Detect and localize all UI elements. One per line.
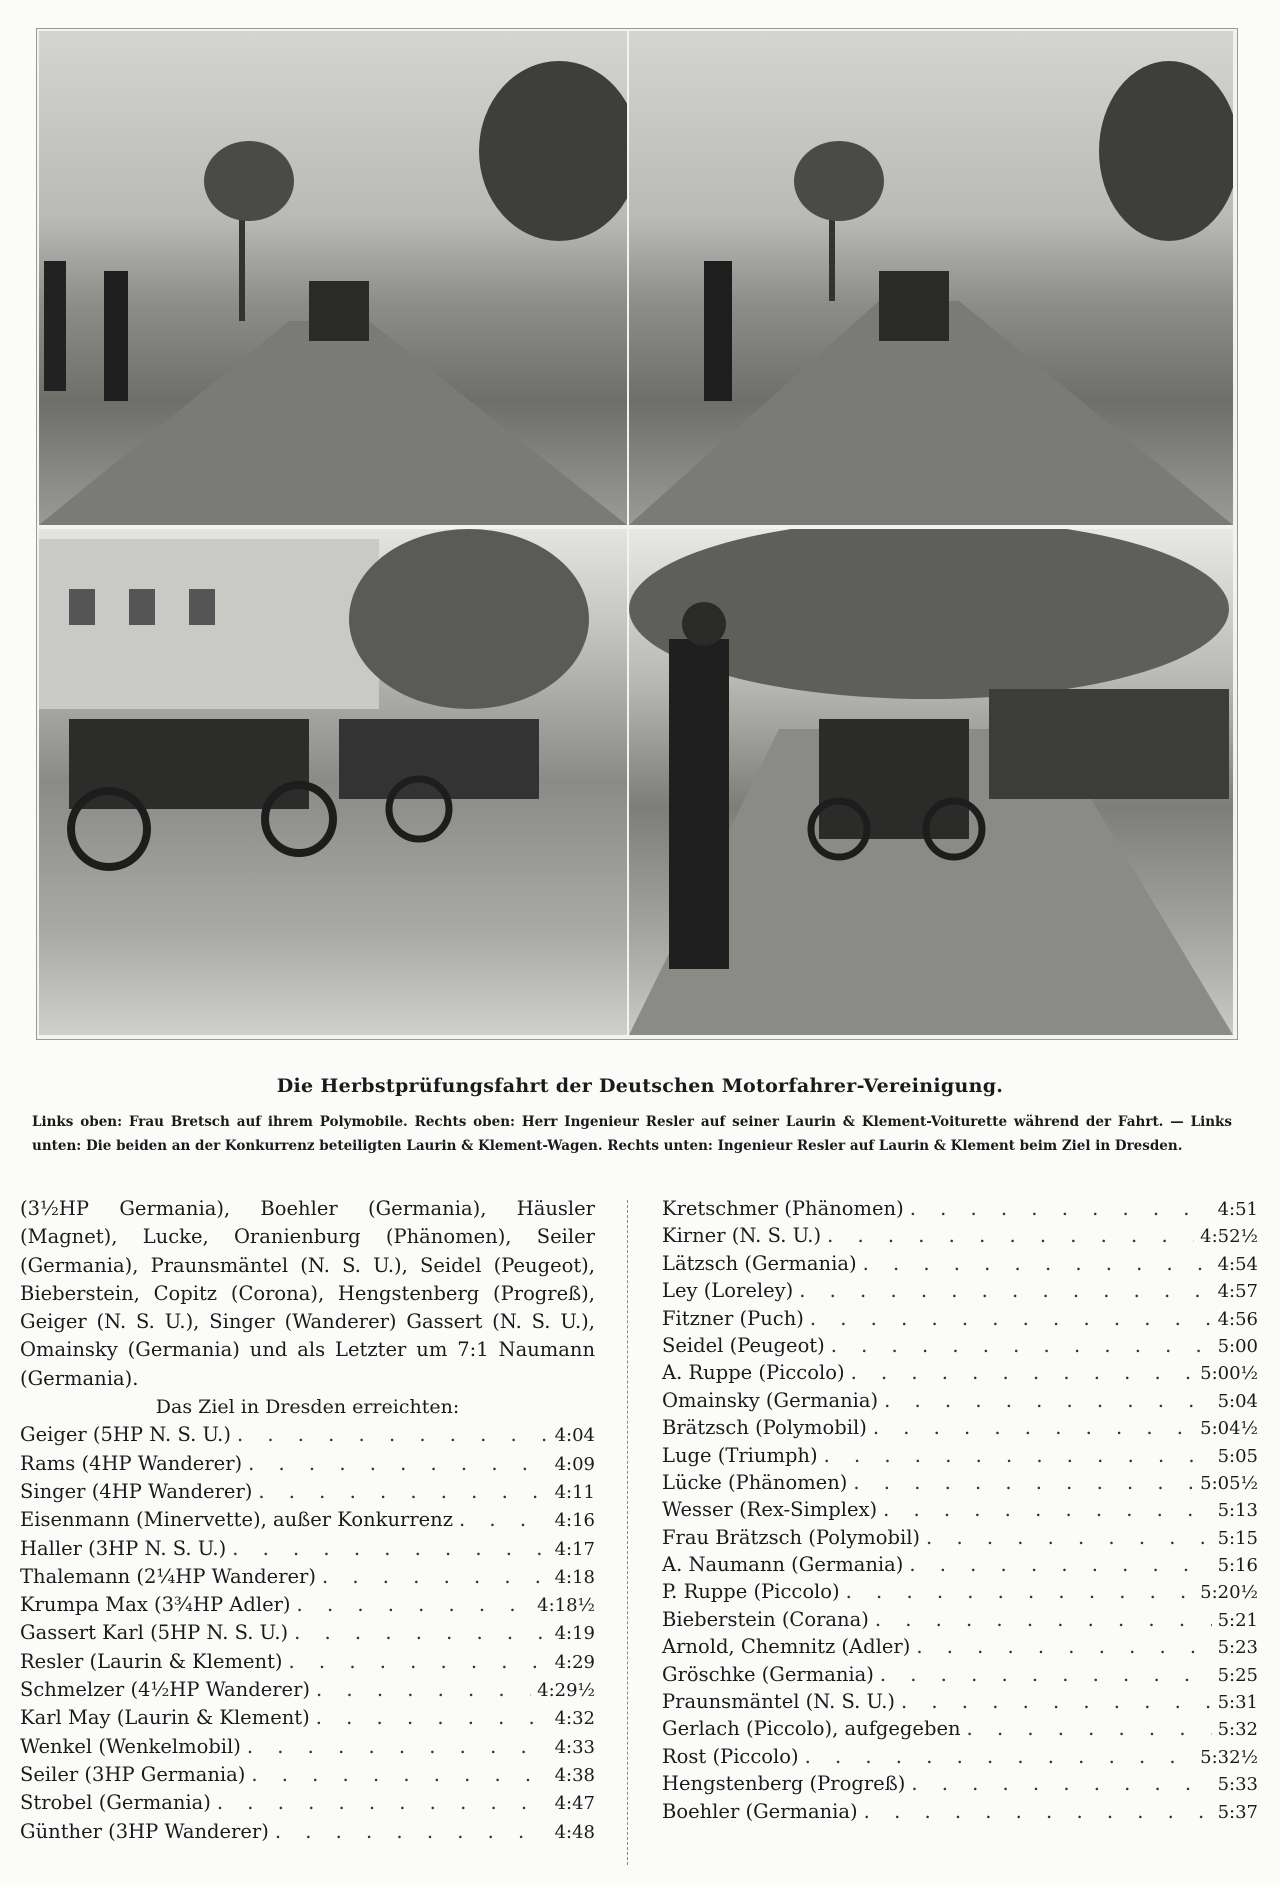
result-time: 5:20½	[1200, 1582, 1258, 1604]
result-row	[662, 1633, 1258, 1660]
result-name: Boehler (Germania)	[662, 1799, 858, 1823]
result-name: Gassert Karl (5HP N. S. U.)	[20, 1621, 289, 1645]
result-row	[662, 1332, 1258, 1359]
result-time: 4:09	[554, 1453, 595, 1475]
result-name: Gerlach (Piccolo), aufgegeben	[662, 1717, 961, 1741]
result-time: 4:19	[554, 1623, 595, 1645]
results-subheading: Das Ziel in Dresden erreichten:	[155, 1396, 460, 1419]
result-time: 5:32	[1217, 1719, 1258, 1741]
result-name: Luge (Triumph)	[662, 1443, 818, 1467]
leader-dots	[846, 1578, 1194, 1605]
photo-collage	[36, 28, 1238, 1040]
result-name: A. Ruppe (Piccolo)	[662, 1361, 845, 1385]
result-row	[662, 1387, 1258, 1414]
result-row	[662, 1195, 1258, 1222]
result-time: 4:18	[554, 1566, 595, 1588]
result-time: 5:04	[1217, 1390, 1258, 1412]
result-row	[20, 1506, 595, 1534]
result-name: Haller (3HP N. S. U.)	[20, 1536, 227, 1560]
result-row	[662, 1798, 1258, 1825]
result-name: Rams (4HP Wanderer)	[20, 1451, 243, 1475]
result-row	[662, 1305, 1258, 1332]
result-row	[20, 1704, 595, 1732]
column-divider	[627, 1200, 628, 1865]
result-name: Kretschmer (Phänomen)	[662, 1197, 904, 1220]
result-name: Wesser (Rex-Simplex)	[662, 1498, 878, 1522]
result-row	[662, 1277, 1258, 1304]
results-column-right	[662, 1195, 1258, 1825]
intro-paragraph: (3½HP Germania), Boehler (Germania), Häusler (Magnet), Lucke, Oranienburg (Phänomen), Seiler (Germania), Praunsmäntel (N. S. U.), Seidel (Peugeot), Bieberstein, Copitz (Corona), Hengstenberg (Progreß), Geiger (N. S. U.), Singer (Wanderer) Gassert (N. S. U.), Omainsky (Germania) und als Letzter um 7:1 Naumann (Germania).	[20, 1197, 595, 1390]
leader-dots	[289, 1648, 549, 1676]
result-row	[20, 1818, 595, 1846]
result-name: Günther (3HP Wanderer)	[20, 1819, 269, 1843]
leader-dots	[275, 1818, 549, 1846]
leader-dots	[459, 1506, 549, 1534]
result-row	[662, 1359, 1258, 1386]
leader-dots	[297, 1591, 532, 1619]
result-time: 4:56	[1217, 1308, 1258, 1330]
result-row	[662, 1414, 1258, 1441]
result-time: 5:05½	[1200, 1472, 1258, 1494]
result-row	[662, 1688, 1258, 1715]
result-time: 4:17	[554, 1538, 595, 1560]
result-time: 4:04	[554, 1425, 595, 1447]
leader-dots	[316, 1676, 531, 1704]
leader-dots	[831, 1332, 1212, 1359]
result-time: 5:05	[1217, 1445, 1258, 1467]
result-time: 4:38	[554, 1764, 595, 1786]
result-name: Schmelzer (4½HP Wanderer)	[20, 1678, 311, 1702]
photo-top-right	[629, 31, 1233, 525]
leader-dots	[294, 1619, 548, 1647]
result-time: 4:48	[554, 1821, 595, 1843]
result-row	[662, 1496, 1258, 1523]
leader-dots	[322, 1563, 549, 1591]
leader-dots	[910, 1195, 1212, 1222]
result-name: Lätzsch (Germania)	[662, 1251, 857, 1275]
result-time: 4:47	[554, 1793, 595, 1815]
result-row	[20, 1733, 595, 1761]
leader-dots	[316, 1704, 549, 1732]
result-row	[20, 1761, 595, 1789]
result-time: 4:29½	[537, 1680, 595, 1702]
result-row	[662, 1661, 1258, 1688]
result-row	[662, 1551, 1258, 1578]
result-row	[20, 1421, 595, 1449]
result-name: Bieberstein (Corana)	[662, 1607, 869, 1631]
leader-dots	[909, 1551, 1211, 1578]
result-row	[662, 1250, 1258, 1277]
result-time: 5:04½	[1200, 1418, 1258, 1440]
result-name: Seidel (Peugeot)	[662, 1333, 825, 1357]
result-time: 5:00	[1217, 1335, 1258, 1357]
caption-text: Links oben: Frau Bretsch auf ihrem Polymobile. Rechts oben: Herr Ingenieur Resler auf seiner Laurin & Klement-Voiturette während der Fahrt. — Links unten: Die beiden an der Konkurrenz beteiligten Laurin & Klement-Wagen. Rechts unten: Ingenieur Resler auf Laurin & Klement beim Ziel in Dresden.	[32, 1114, 1232, 1154]
result-name: Hengstenberg (Progreß)	[662, 1772, 906, 1796]
result-row	[662, 1442, 1258, 1469]
leader-dots	[967, 1715, 1212, 1742]
leader-dots	[916, 1633, 1211, 1660]
result-name: Geiger (5HP N. S. U.)	[20, 1423, 231, 1447]
result-row	[20, 1535, 595, 1563]
result-row	[20, 1563, 595, 1591]
result-name: Arnold, Chemnitz (Adler)	[662, 1635, 911, 1659]
leader-dots	[853, 1469, 1194, 1496]
result-row	[20, 1789, 595, 1817]
result-time: 5:32½	[1200, 1746, 1258, 1768]
caption-title: Die Herbstprüfungsfahrt der Deutschen Motorfahrer-Vereinigung.	[276, 1075, 1004, 1097]
result-row	[20, 1648, 595, 1676]
result-time: 4:52½	[1200, 1226, 1258, 1248]
result-row	[662, 1524, 1258, 1551]
leader-dots	[824, 1442, 1212, 1469]
result-row	[20, 1478, 595, 1506]
leader-dots	[805, 1743, 1195, 1770]
result-row	[662, 1469, 1258, 1496]
result-row	[662, 1770, 1258, 1797]
result-row	[20, 1619, 595, 1647]
leader-dots	[901, 1688, 1212, 1715]
result-row	[662, 1715, 1258, 1742]
leader-dots	[232, 1535, 548, 1563]
result-name: Singer (4HP Wanderer)	[20, 1479, 253, 1503]
results-list-right	[662, 1195, 1258, 1825]
result-time: 5:15	[1217, 1527, 1258, 1549]
leader-dots	[237, 1421, 549, 1449]
leader-dots	[883, 1496, 1211, 1523]
result-row	[662, 1222, 1258, 1249]
result-time: 4:18½	[537, 1595, 595, 1617]
photo-bottom-right	[629, 529, 1233, 1035]
result-name: P. Ruppe (Piccolo)	[662, 1580, 840, 1604]
result-name: Ley (Loreley)	[662, 1279, 794, 1303]
result-name: Rost (Piccolo)	[662, 1744, 799, 1768]
result-row	[662, 1606, 1258, 1633]
result-time: 5:00½	[1200, 1363, 1258, 1385]
result-name: Omainsky (Germania)	[662, 1388, 879, 1412]
result-time: 5:37	[1217, 1801, 1258, 1823]
result-name: Fitzner (Puch)	[662, 1306, 804, 1330]
leader-dots	[217, 1789, 549, 1817]
leader-dots	[864, 1798, 1212, 1825]
leader-dots	[873, 1414, 1194, 1441]
leader-dots	[251, 1761, 548, 1789]
leader-dots	[926, 1524, 1212, 1551]
result-time: 4:29	[554, 1651, 595, 1673]
result-name: A. Naumann (Germania)	[662, 1553, 904, 1577]
result-time: 4:16	[554, 1510, 595, 1532]
result-time: 5:31	[1217, 1692, 1258, 1714]
result-name: Strobel (Germania)	[20, 1791, 211, 1815]
leader-dots	[884, 1387, 1211, 1414]
result-row	[20, 1676, 595, 1704]
result-time: 5:23	[1217, 1637, 1258, 1659]
result-name: Resler (Laurin & Klement)	[20, 1649, 283, 1673]
result-time: 4:33	[554, 1736, 595, 1758]
result-name: Praunsmäntel (N. S. U.)	[662, 1690, 896, 1714]
result-name: Thalemann (2¼HP Wanderer)	[20, 1564, 316, 1588]
leader-dots	[880, 1661, 1212, 1688]
result-name: Seiler (3HP Germania)	[20, 1762, 246, 1786]
result-time: 5:33	[1217, 1774, 1258, 1796]
result-name: Karl May (Laurin & Klement)	[20, 1706, 310, 1730]
leader-dots	[911, 1770, 1211, 1797]
result-row	[20, 1591, 595, 1619]
result-time: 4:57	[1217, 1281, 1258, 1303]
leader-dots	[827, 1222, 1194, 1249]
results-list-left	[20, 1421, 595, 1845]
result-time: 5:16	[1217, 1555, 1258, 1577]
result-name: Gröschke (Germania)	[662, 1662, 874, 1686]
result-name: Kirner (N. S. U.)	[662, 1224, 822, 1248]
result-time: 4:54	[1217, 1253, 1258, 1275]
result-time: 5:21	[1217, 1609, 1258, 1631]
leader-dots	[863, 1250, 1212, 1277]
result-time: 5:25	[1217, 1664, 1258, 1686]
result-name: Lücke (Phänomen)	[662, 1470, 848, 1494]
result-name: Brätzsch (Polymobil)	[662, 1416, 867, 1440]
result-time: 4:51	[1217, 1199, 1258, 1220]
result-name: Krumpa Max (3¾HP Adler)	[20, 1593, 291, 1617]
result-row	[20, 1450, 595, 1478]
result-time: 4:11	[554, 1481, 595, 1503]
results-column-left	[20, 1195, 595, 1846]
leader-dots	[258, 1478, 548, 1506]
result-time: 4:32	[554, 1708, 595, 1730]
result-name: Wenkel (Wenkelmobil)	[20, 1734, 241, 1758]
photo-top-left	[39, 31, 627, 525]
photo-bottom-left	[39, 529, 627, 1035]
leader-dots	[810, 1305, 1212, 1332]
leader-dots	[875, 1606, 1212, 1633]
result-name: Frau Brätzsch (Polymobil)	[662, 1525, 921, 1549]
leader-dots	[247, 1733, 549, 1761]
leader-dots	[248, 1450, 548, 1478]
leader-dots	[851, 1359, 1195, 1386]
result-name: Eisenmann (Minervette), außer Konkurrenz	[20, 1508, 454, 1532]
result-row	[662, 1743, 1258, 1770]
leader-dots	[799, 1277, 1211, 1304]
result-time: 5:13	[1217, 1500, 1258, 1522]
result-row	[662, 1578, 1258, 1605]
